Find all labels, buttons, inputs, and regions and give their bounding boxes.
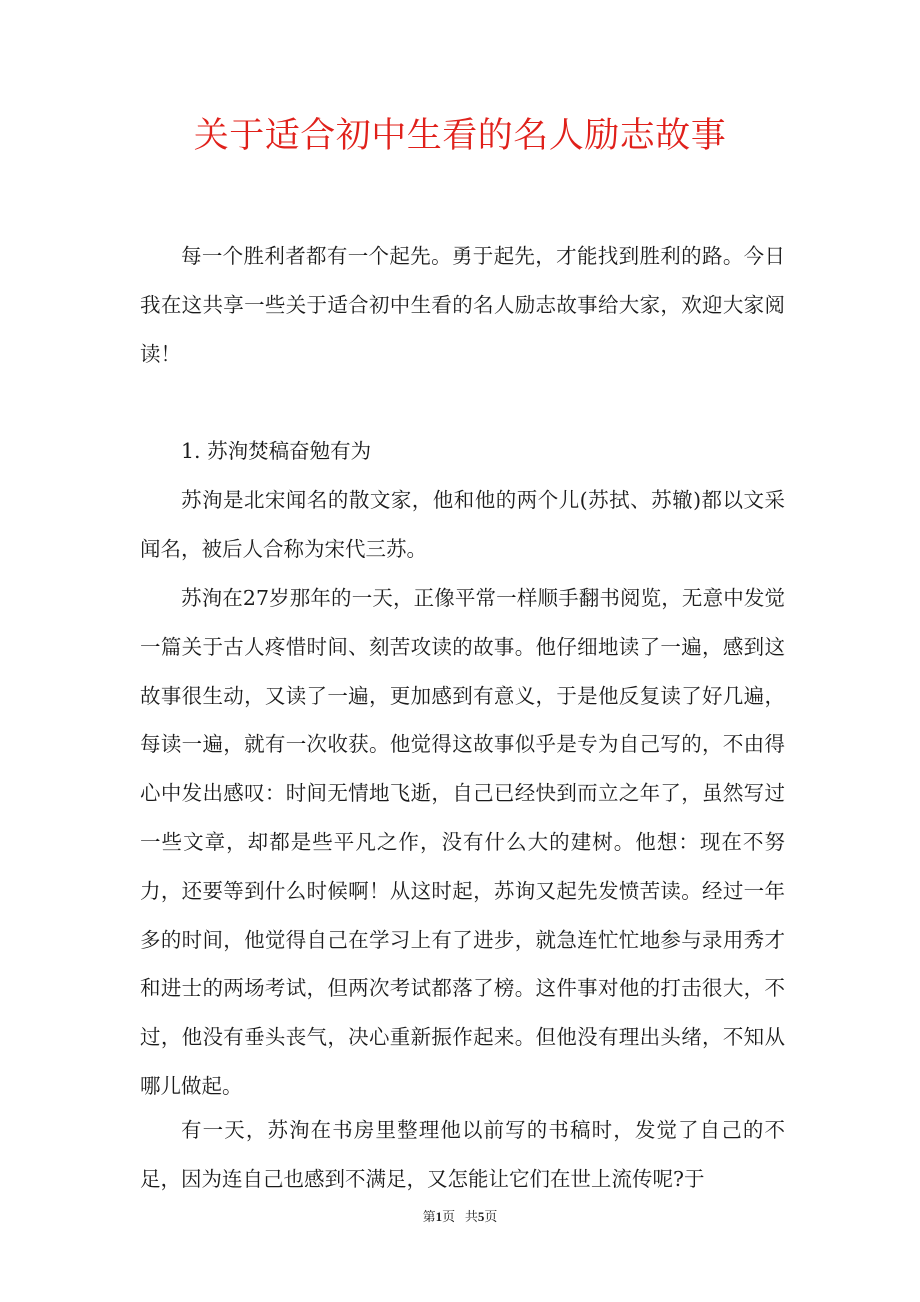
current-page-number: 1 <box>435 1209 443 1224</box>
intro-paragraph: 每一个胜利者都有一个起先。勇于起先，才能找到胜利的路。今日我在这共享一些关于适合初中生看的名人励志故事给大家，欢迎大家阅读！ <box>140 244 785 366</box>
total-pages-number: 5 <box>477 1209 485 1224</box>
section-heading: 1. 苏洵焚稿奋勉有为 <box>181 439 372 463</box>
footer-total-suffix: 页 <box>484 1209 498 1224</box>
body-paragraph: 苏洵是北宋闻名的散文家，他和他的两个儿(苏拭、苏辙)都以文采闻名，被后人合称为宋代三苏。 <box>140 488 785 561</box>
page-footer <box>0 1206 920 1225</box>
footer-total-prefix: 共 <box>464 1209 478 1224</box>
footer-prefix: 第 <box>422 1209 436 1224</box>
body-paragraph: 苏洵在27岁那年的一天，正像平常一样顺手翻书阅览，无意中发觉一篇关于古人疼惜时间、刻苦攻读的故事。他仔细地读了一遍，感到这故事很生动，又读了一遍，更加感到有意义，于是他反复读了好几遍，每读一遍，就有一次收获。他觉得这故事似乎是专为自己写的，不由得心中发出感叹：时间无情地飞逝，自己已经快到而立之年了，虽然写过一些文章，却都是些平凡之作，没有什么大的建树。他想：现在不努力，还要等到什么时候啊！从这时起，苏询又起先发愤苦读。经过一年多的时间，他觉得自己在学习上有了进步，就急连忙忙地参与录用秀才和进士的两场考试，但两次考试都落了榜。这件事对他的打击很大，不过，他没有垂头丧气，决心重新振作起来。但他没有理出头绪，不知从哪儿做起。 <box>140 586 785 1098</box>
document-title: 关于适合初中生看的名人励志故事 <box>193 116 727 156</box>
body-paragraph: 有一天，苏洵在书房里整理他以前写的书稿时，发觉了自己的不足，因为连自己也感到不满足，又怎能让它们在世上流传呢?于 <box>140 1118 785 1191</box>
footer-page-word: 页 <box>442 1209 456 1224</box>
